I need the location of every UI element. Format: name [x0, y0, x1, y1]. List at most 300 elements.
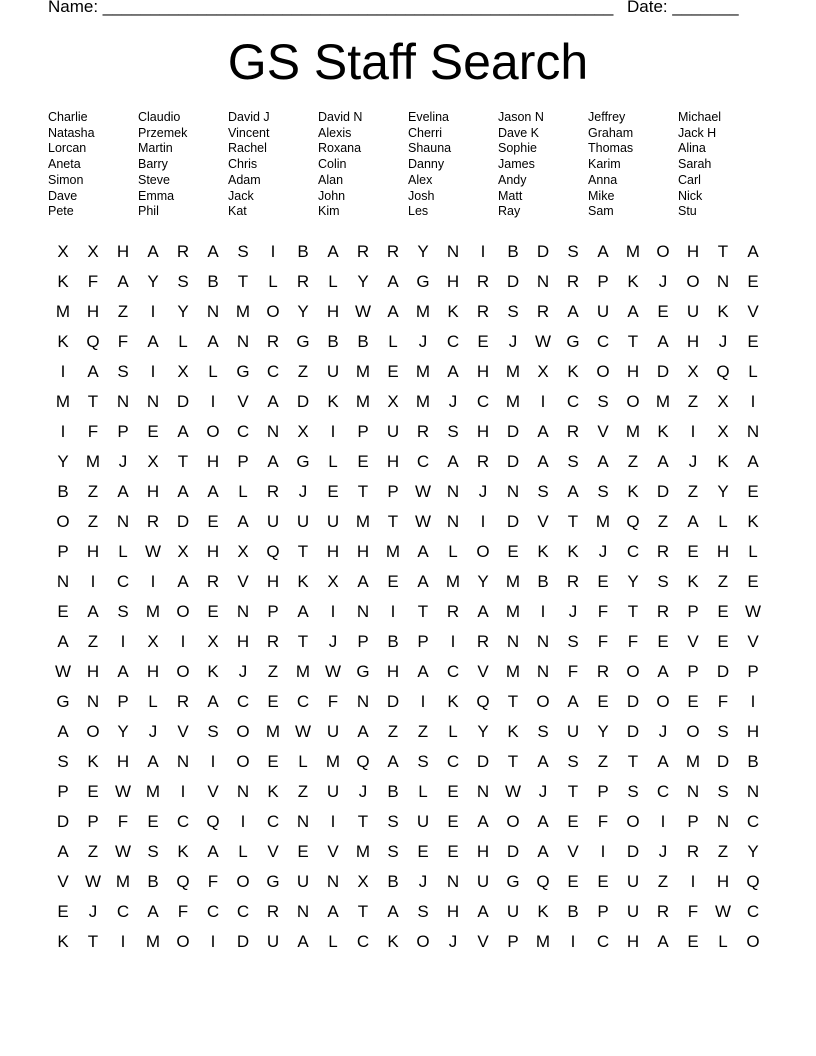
grid-letter[interactable]: Y	[597, 722, 609, 741]
grid-letter[interactable]: Z	[627, 452, 639, 471]
grid-letter[interactable]: X	[147, 452, 159, 471]
grid-letter[interactable]: F	[117, 812, 129, 831]
grid-letter[interactable]: C	[236, 422, 250, 441]
grid-letter[interactable]: A	[657, 332, 669, 351]
grid-letter[interactable]: K	[717, 302, 729, 321]
grid-letter[interactable]: A	[687, 512, 699, 531]
grid-letter[interactable]: I	[750, 392, 756, 411]
grid-letter[interactable]: M	[55, 302, 71, 321]
grid-letter[interactable]: H	[476, 842, 490, 861]
grid-letter[interactable]: J	[478, 482, 488, 501]
grid-letter[interactable]: Z	[687, 392, 699, 411]
grid-letter[interactable]: V	[687, 632, 699, 651]
grid-letter[interactable]: F	[87, 272, 99, 291]
grid-letter[interactable]: N	[116, 392, 130, 411]
grid-letter[interactable]: O	[56, 512, 70, 531]
grid-letter[interactable]: H	[206, 542, 220, 561]
grid-letter[interactable]: T	[177, 452, 189, 471]
grid-letter[interactable]: K	[627, 272, 639, 291]
grid-letter[interactable]: S	[417, 752, 429, 771]
grid-letter[interactable]: X	[327, 572, 339, 591]
grid-letter[interactable]: I	[600, 842, 606, 861]
grid-letter[interactable]: A	[537, 812, 549, 831]
grid-letter[interactable]: V	[177, 722, 189, 741]
grid-letter[interactable]: L	[448, 722, 458, 741]
grid-letter[interactable]: K	[567, 542, 579, 561]
grid-letter[interactable]: Q	[746, 872, 760, 891]
grid-letter[interactable]: C	[296, 692, 310, 711]
grid-letter[interactable]: M	[415, 392, 431, 411]
grid-letter[interactable]: O	[236, 872, 250, 891]
grid-letter[interactable]: Y	[57, 452, 69, 471]
grid-letter[interactable]: O	[176, 662, 190, 681]
grid-letter[interactable]: K	[687, 572, 699, 591]
grid-letter[interactable]: E	[687, 542, 699, 561]
grid-letter[interactable]: Y	[477, 572, 489, 591]
grid-letter[interactable]: M	[355, 512, 371, 531]
grid-letter[interactable]: H	[626, 362, 640, 381]
grid-letter[interactable]: I	[480, 512, 486, 531]
grid-letter[interactable]: X	[177, 362, 189, 381]
grid-letter[interactable]: R	[476, 632, 490, 651]
grid-letter[interactable]: S	[417, 902, 429, 921]
grid-letter[interactable]: I	[330, 812, 336, 831]
grid-letter[interactable]: S	[717, 782, 729, 801]
grid-letter[interactable]: A	[747, 242, 759, 261]
grid-letter[interactable]: J	[418, 872, 428, 891]
grid-letter[interactable]: V	[747, 632, 759, 651]
grid-letter[interactable]: A	[657, 452, 669, 471]
grid-letter[interactable]: J	[598, 542, 608, 561]
grid-letter[interactable]: E	[687, 692, 699, 711]
grid-letter[interactable]: U	[626, 902, 640, 921]
grid-letter[interactable]: F	[597, 812, 609, 831]
grid-letter[interactable]: A	[387, 272, 399, 291]
grid-letter[interactable]: D	[506, 512, 520, 531]
grid-letter[interactable]: I	[420, 692, 426, 711]
grid-letter[interactable]: X	[177, 542, 189, 561]
grid-letter[interactable]: N	[536, 662, 550, 681]
grid-letter[interactable]: W	[414, 482, 432, 501]
grid-letter[interactable]: B	[387, 632, 399, 651]
grid-letter[interactable]: D	[386, 692, 400, 711]
grid-letter[interactable]: O	[536, 692, 550, 711]
grid-letter[interactable]: J	[688, 452, 698, 471]
grid-letter[interactable]: T	[627, 752, 639, 771]
grid-letter[interactable]: E	[417, 842, 429, 861]
grid-letter[interactable]: M	[505, 362, 521, 381]
grid-letter[interactable]: O	[656, 692, 670, 711]
grid-letter[interactable]: X	[687, 362, 699, 381]
grid-letter[interactable]: K	[267, 782, 279, 801]
grid-letter[interactable]: J	[448, 932, 458, 951]
grid-letter[interactable]: S	[627, 782, 639, 801]
grid-letter[interactable]: P	[267, 602, 279, 621]
grid-letter[interactable]: C	[206, 902, 220, 921]
grid-letter[interactable]: D	[506, 452, 520, 471]
grid-letter[interactable]: E	[447, 812, 459, 831]
grid-letter[interactable]: C	[266, 362, 280, 381]
grid-letter[interactable]: A	[147, 242, 159, 261]
grid-letter[interactable]: X	[357, 872, 369, 891]
grid-letter[interactable]: N	[536, 272, 550, 291]
grid-letter[interactable]: V	[567, 842, 579, 861]
grid-letter[interactable]: M	[415, 302, 431, 321]
grid-letter[interactable]: A	[537, 842, 549, 861]
grid-letter[interactable]: S	[57, 752, 69, 771]
grid-letter[interactable]: Z	[87, 842, 99, 861]
grid-letter[interactable]: K	[747, 512, 759, 531]
grid-letter[interactable]: I	[150, 362, 156, 381]
grid-letter[interactable]: M	[355, 842, 371, 861]
grid-letter[interactable]: B	[297, 242, 309, 261]
grid-letter[interactable]: I	[60, 422, 66, 441]
grid-letter[interactable]: P	[87, 812, 99, 831]
grid-letter[interactable]: E	[387, 362, 399, 381]
grid-letter[interactable]: P	[357, 632, 369, 651]
grid-letter[interactable]: H	[236, 632, 250, 651]
grid-letter[interactable]: E	[657, 302, 669, 321]
grid-letter[interactable]: E	[297, 842, 309, 861]
grid-letter[interactable]: S	[207, 722, 219, 741]
grid-letter[interactable]: E	[657, 632, 669, 651]
grid-letter[interactable]: N	[56, 572, 70, 591]
grid-letter[interactable]: Y	[177, 302, 189, 321]
grid-letter[interactable]: G	[566, 332, 580, 351]
grid-letter[interactable]: V	[327, 842, 339, 861]
grid-letter[interactable]: N	[236, 782, 250, 801]
grid-letter[interactable]: N	[86, 692, 100, 711]
grid-letter[interactable]: T	[567, 512, 579, 531]
grid-letter[interactable]: Q	[86, 332, 100, 351]
grid-letter[interactable]: K	[327, 392, 339, 411]
grid-letter[interactable]: E	[327, 482, 339, 501]
grid-letter[interactable]: V	[597, 422, 609, 441]
grid-letter[interactable]: L	[208, 362, 218, 381]
grid-letter[interactable]: K	[447, 692, 459, 711]
grid-letter[interactable]: W	[714, 902, 732, 921]
grid-letter[interactable]: F	[567, 662, 579, 681]
grid-letter[interactable]: Z	[597, 752, 609, 771]
grid-letter[interactable]: T	[627, 602, 639, 621]
grid-letter[interactable]: K	[657, 422, 669, 441]
grid-letter[interactable]: Z	[117, 302, 129, 321]
grid-letter[interactable]: M	[355, 392, 371, 411]
grid-letter[interactable]: D	[716, 662, 730, 681]
grid-letter[interactable]: A	[627, 302, 639, 321]
grid-letter[interactable]: S	[567, 452, 579, 471]
grid-letter[interactable]: J	[298, 482, 308, 501]
grid-letter[interactable]: H	[326, 542, 340, 561]
grid-letter[interactable]: Q	[716, 362, 730, 381]
grid-letter[interactable]: L	[748, 362, 758, 381]
grid-letter[interactable]: T	[507, 692, 519, 711]
grid-letter[interactable]: A	[747, 452, 759, 471]
grid-letter[interactable]: A	[327, 242, 339, 261]
grid-letter[interactable]: W	[414, 512, 432, 531]
grid-letter[interactable]: R	[596, 662, 610, 681]
grid-letter[interactable]: A	[447, 362, 459, 381]
grid-letter[interactable]: O	[746, 932, 760, 951]
grid-letter[interactable]: N	[446, 242, 460, 261]
grid-letter[interactable]: M	[55, 392, 71, 411]
grid-letter[interactable]: S	[537, 482, 549, 501]
grid-letter[interactable]: M	[265, 722, 281, 741]
grid-letter[interactable]: A	[177, 572, 189, 591]
grid-letter[interactable]: Z	[297, 362, 309, 381]
grid-letter[interactable]: P	[117, 692, 129, 711]
grid-letter[interactable]: J	[418, 332, 428, 351]
grid-letter[interactable]: R	[686, 842, 700, 861]
grid-letter[interactable]: A	[657, 662, 669, 681]
grid-letter[interactable]: I	[210, 392, 216, 411]
grid-letter[interactable]: L	[268, 272, 278, 291]
grid-letter[interactable]: E	[147, 422, 159, 441]
grid-letter[interactable]: N	[446, 872, 460, 891]
grid-letter[interactable]: H	[626, 932, 640, 951]
grid-letter[interactable]: H	[716, 542, 730, 561]
grid-letter[interactable]: X	[717, 392, 729, 411]
grid-letter[interactable]: A	[297, 932, 309, 951]
grid-letter[interactable]: M	[655, 392, 671, 411]
grid-letter[interactable]: R	[266, 902, 280, 921]
grid-letter[interactable]: K	[537, 542, 549, 561]
grid-letter[interactable]: N	[476, 782, 490, 801]
grid-letter[interactable]: R	[146, 512, 160, 531]
grid-letter[interactable]: X	[147, 632, 159, 651]
grid-letter[interactable]: M	[415, 362, 431, 381]
grid-letter[interactable]: H	[446, 902, 460, 921]
grid-letter[interactable]: L	[748, 542, 758, 561]
grid-letter[interactable]: N	[446, 482, 460, 501]
grid-letter[interactable]: H	[686, 242, 700, 261]
grid-letter[interactable]: A	[387, 752, 399, 771]
grid-letter[interactable]: K	[57, 932, 69, 951]
grid-letter[interactable]: C	[626, 542, 640, 561]
grid-letter[interactable]: J	[118, 452, 128, 471]
grid-letter[interactable]: I	[210, 932, 216, 951]
grid-letter[interactable]: O	[86, 722, 100, 741]
grid-letter[interactable]: A	[447, 452, 459, 471]
grid-letter[interactable]: L	[328, 932, 338, 951]
grid-letter[interactable]: G	[56, 692, 70, 711]
grid-letter[interactable]: A	[327, 902, 339, 921]
grid-letter[interactable]: N	[236, 602, 250, 621]
grid-letter[interactable]: W	[744, 602, 762, 621]
grid-letter[interactable]: T	[237, 272, 249, 291]
grid-letter[interactable]: L	[388, 332, 398, 351]
grid-letter[interactable]: O	[656, 242, 670, 261]
grid-letter[interactable]: M	[445, 572, 461, 591]
grid-letter[interactable]: A	[267, 452, 279, 471]
grid-letter[interactable]: W	[534, 332, 552, 351]
grid-letter[interactable]: T	[717, 242, 729, 261]
grid-letter[interactable]: A	[207, 482, 219, 501]
grid-letter[interactable]: C	[416, 452, 430, 471]
grid-letter[interactable]: P	[597, 272, 609, 291]
grid-letter[interactable]: Z	[87, 482, 99, 501]
grid-letter[interactable]: O	[236, 752, 250, 771]
grid-letter[interactable]: P	[237, 452, 249, 471]
grid-letter[interactable]: M	[505, 602, 521, 621]
grid-letter[interactable]: H	[476, 362, 490, 381]
grid-letter[interactable]: C	[116, 572, 130, 591]
grid-letter[interactable]: K	[627, 482, 639, 501]
grid-letter[interactable]: R	[656, 902, 670, 921]
grid-letter[interactable]: R	[566, 572, 580, 591]
grid-letter[interactable]: U	[506, 902, 520, 921]
grid-letter[interactable]: Z	[297, 782, 309, 801]
grid-letter[interactable]: Y	[627, 572, 639, 591]
grid-letter[interactable]: S	[147, 842, 159, 861]
grid-letter[interactable]: W	[54, 662, 72, 681]
grid-letter[interactable]: I	[540, 602, 546, 621]
grid-letter[interactable]: L	[328, 272, 338, 291]
date-field[interactable]: Date: _______	[627, 0, 739, 16]
grid-letter[interactable]: A	[267, 392, 279, 411]
grid-letter[interactable]: J	[538, 782, 548, 801]
grid-letter[interactable]: R	[566, 422, 580, 441]
grid-letter[interactable]: T	[357, 902, 369, 921]
grid-letter[interactable]: L	[718, 512, 728, 531]
grid-letter[interactable]: Z	[717, 842, 729, 861]
grid-letter[interactable]: P	[117, 422, 129, 441]
grid-letter[interactable]: Z	[657, 512, 669, 531]
grid-letter[interactable]: U	[266, 512, 280, 531]
grid-letter[interactable]: E	[717, 602, 729, 621]
grid-letter[interactable]: A	[417, 542, 429, 561]
grid-letter[interactable]: T	[507, 752, 519, 771]
grid-letter[interactable]: W	[294, 722, 312, 741]
grid-letter[interactable]: I	[210, 752, 216, 771]
grid-letter[interactable]: Y	[147, 272, 159, 291]
grid-letter[interactable]: F	[207, 872, 219, 891]
grid-letter[interactable]: M	[535, 932, 551, 951]
grid-letter[interactable]: I	[390, 602, 396, 621]
grid-letter[interactable]: L	[118, 542, 128, 561]
grid-letter[interactable]: O	[206, 422, 220, 441]
grid-letter[interactable]: D	[626, 722, 640, 741]
grid-letter[interactable]: G	[506, 872, 520, 891]
grid-letter[interactable]: H	[146, 482, 160, 501]
grid-letter[interactable]: A	[117, 482, 129, 501]
grid-letter[interactable]: I	[120, 632, 126, 651]
grid-letter[interactable]: L	[448, 542, 458, 561]
grid-letter[interactable]: V	[477, 662, 489, 681]
grid-letter[interactable]: K	[537, 902, 549, 921]
grid-letter[interactable]: E	[357, 452, 369, 471]
grid-letter[interactable]: F	[177, 902, 189, 921]
grid-letter[interactable]: M	[235, 302, 251, 321]
grid-letter[interactable]: E	[597, 572, 609, 591]
grid-letter[interactable]: L	[418, 782, 428, 801]
grid-letter[interactable]: G	[356, 662, 370, 681]
grid-letter[interactable]: E	[747, 272, 759, 291]
grid-letter[interactable]: J	[358, 782, 368, 801]
grid-letter[interactable]: D	[656, 362, 670, 381]
grid-letter[interactable]: N	[116, 512, 130, 531]
grid-letter[interactable]: M	[625, 422, 641, 441]
grid-letter[interactable]: I	[330, 422, 336, 441]
grid-letter[interactable]: G	[296, 452, 310, 471]
grid-letter[interactable]: T	[87, 932, 99, 951]
grid-letter[interactable]: P	[687, 812, 699, 831]
grid-letter[interactable]: X	[387, 392, 399, 411]
grid-letter[interactable]: A	[207, 842, 219, 861]
grid-letter[interactable]: H	[86, 302, 100, 321]
grid-letter[interactable]: C	[446, 752, 460, 771]
grid-letter[interactable]: S	[567, 632, 579, 651]
grid-letter[interactable]: K	[387, 932, 399, 951]
grid-letter[interactable]: R	[266, 632, 280, 651]
grid-letter[interactable]: K	[207, 662, 219, 681]
grid-letter[interactable]: X	[87, 242, 99, 261]
grid-letter[interactable]: U	[266, 932, 280, 951]
grid-letter[interactable]: S	[447, 422, 459, 441]
grid-letter[interactable]: V	[207, 782, 219, 801]
grid-letter[interactable]: Z	[717, 572, 729, 591]
grid-letter[interactable]: Z	[657, 872, 669, 891]
grid-letter[interactable]: X	[537, 362, 549, 381]
grid-letter[interactable]: B	[387, 872, 399, 891]
grid-letter[interactable]: V	[237, 572, 249, 591]
grid-letter[interactable]: V	[537, 512, 549, 531]
grid-letter[interactable]: D	[476, 752, 490, 771]
grid-letter[interactable]: H	[206, 452, 220, 471]
grid-letter[interactable]: I	[480, 242, 486, 261]
grid-letter[interactable]: J	[238, 662, 248, 681]
grid-letter[interactable]: F	[87, 422, 99, 441]
grid-letter[interactable]: H	[356, 542, 370, 561]
grid-letter[interactable]: A	[57, 632, 69, 651]
grid-letter[interactable]: R	[176, 242, 190, 261]
grid-letter[interactable]: W	[504, 782, 522, 801]
grid-letter[interactable]: S	[177, 272, 189, 291]
grid-letter[interactable]: S	[597, 482, 609, 501]
grid-letter[interactable]: N	[356, 692, 370, 711]
grid-letter[interactable]: J	[658, 272, 668, 291]
grid-letter[interactable]: E	[207, 602, 219, 621]
name-field[interactable]: Name: ______________________________________________________	[48, 0, 614, 16]
grid-letter[interactable]: X	[297, 422, 309, 441]
grid-letter[interactable]: W	[114, 842, 132, 861]
grid-letter[interactable]: W	[114, 782, 132, 801]
grid-letter[interactable]: S	[537, 722, 549, 741]
grid-letter[interactable]: Q	[476, 692, 490, 711]
grid-letter[interactable]: R	[176, 692, 190, 711]
grid-letter[interactable]: B	[147, 872, 159, 891]
grid-letter[interactable]: Y	[477, 722, 489, 741]
grid-letter[interactable]: X	[207, 632, 219, 651]
grid-letter[interactable]: H	[686, 332, 700, 351]
grid-letter[interactable]: P	[357, 422, 369, 441]
grid-letter[interactable]: A	[87, 602, 99, 621]
grid-letter[interactable]: C	[236, 902, 250, 921]
grid-letter[interactable]: A	[297, 602, 309, 621]
grid-letter[interactable]: M	[505, 662, 521, 681]
grid-letter[interactable]: T	[357, 812, 369, 831]
grid-letter[interactable]: V	[57, 872, 69, 891]
grid-letter[interactable]: N	[146, 392, 160, 411]
grid-letter[interactable]: D	[716, 752, 730, 771]
grid-letter[interactable]: U	[326, 512, 340, 531]
grid-letter[interactable]: O	[626, 812, 640, 831]
grid-letter[interactable]: A	[357, 572, 369, 591]
grid-letter[interactable]: Y	[717, 482, 729, 501]
grid-letter[interactable]: K	[567, 362, 579, 381]
grid-letter[interactable]: P	[597, 782, 609, 801]
grid-letter[interactable]: N	[536, 632, 550, 651]
